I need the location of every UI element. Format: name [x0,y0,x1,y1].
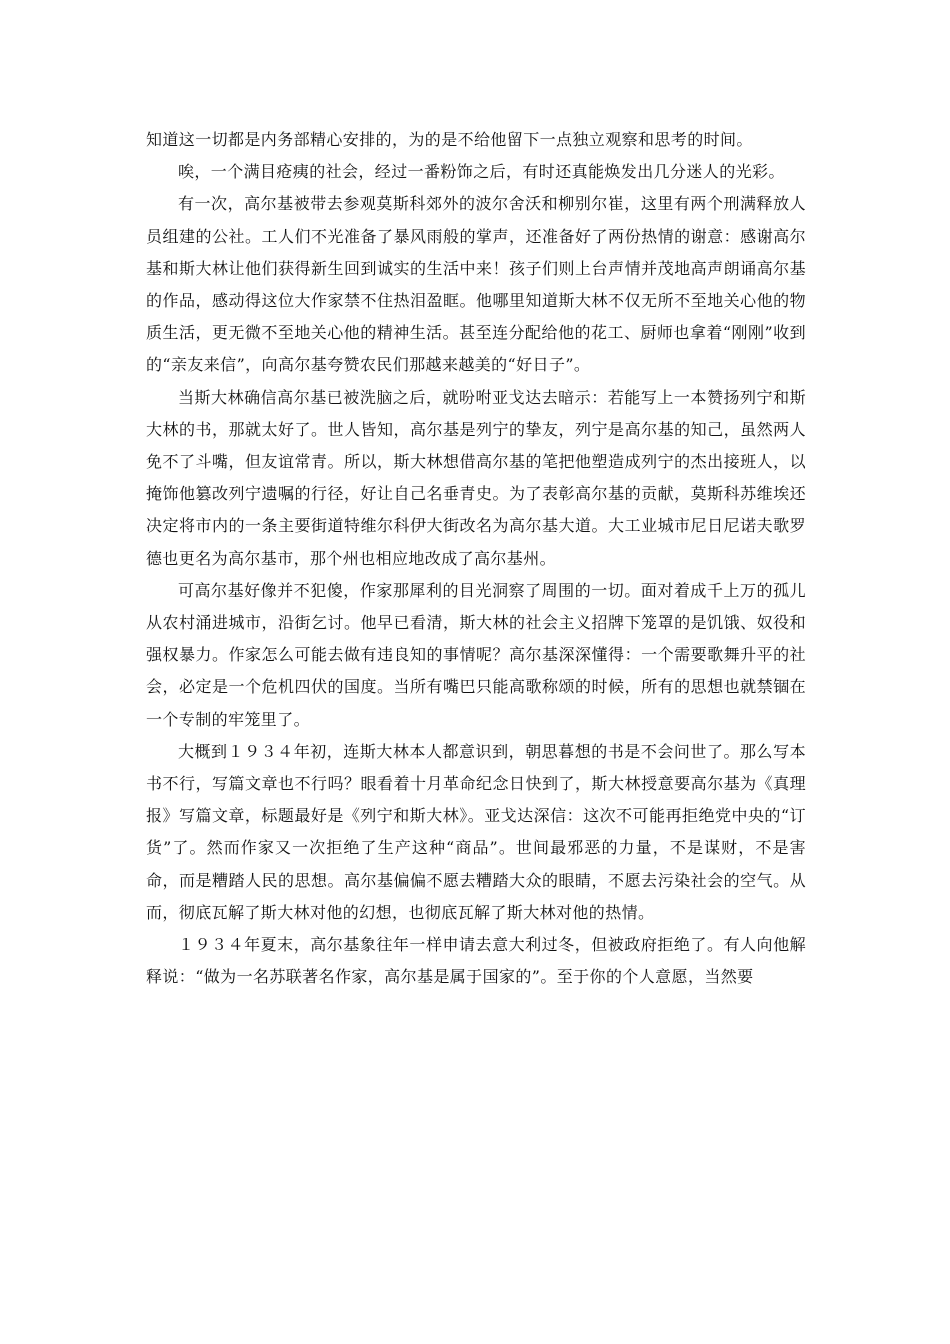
document-page [146,124,806,993]
paragraph-5: 可高尔基好像并不犯傻，作家那犀利的目光洞察了周围的一切。面对着成千上万的孤儿从农村涌进城市，沿街乞讨。他早已看清，斯大林的社会主义招牌下笼罩的是饥饿、奴役和强权暴力。作家怎么可能去做有违良知的事情呢？高尔基深深懂得：一个需要歌舞升平的社会，必定是一个危机四伏的国度。当所有嘴巴只能高歌称颂的时候，所有的思想也就禁锢在一个专制的牢笼里了。 [146,580,806,729]
paragraph-7: １９３４年夏末，高尔基象往年一样申请去意大利过冬，但被政府拒绝了。有人向他解释说：“做为一名苏联著名作家，高尔基是属于国家的”。至于你的个人意愿，当然要 [146,935,806,987]
paragraph-4: 当斯大林确信高尔基已被洗脑之后，就吩咐亚戈达去暗示：若能写上一本赞扬列宁和斯大林的书，那就太好了。世人皆知，高尔基是列宁的挚友，列宁是高尔基的知己，虽然两人免不了斗嘴，但友谊常青。所以，斯大林想借高尔基的笔把他塑造成列宁的杰出接班人，以掩饰他篡改列宁遗嘱的行径，好让自己名垂青史。为了表彰高尔基的贡献，莫斯科苏维埃还决定将市内的一条主要街道特维尔科伊大街改名为高尔基大道。大工业城市尼日尼诺夫歌罗德也更名为高尔基市，那个州也相应地改成了高尔基州。 [146,387,806,568]
paragraph-2: 唉，一个满目疮痍的社会，经过一番粉饰之后，有时还真能焕发出几分迷人的光彩。 [178,162,785,182]
paragraph-6: 大概到１９３４年初，连斯大林本人都意识到，朝思暮想的书是不会问世了。那么写本书不行，写篇文章也不行吗？眼看着十月革命纪念日快到了，斯大林授意要高尔基为《真理报》写篇文章，标题最好是《列宁和斯大林》。亚戈达深信：这次不可能再拒绝党中央的“订货”了。然而作家又一次拒绝了生产这种“商品”。世间最邪恶的力量，不是谋财，不是害命，而是糟踏人民的思想。高尔基偏偏不愿去糟踏大众的眼睛，不愿去污染社会的空气。从而，彻底瓦解了斯大林对他的幻想，也彻底瓦解了斯大林对他的热情。 [146,741,806,922]
paragraph-1: 知道这一切都是内务部精心安排的，为的是不给他留下一点独立观察和思考的时间。 [146,130,753,149]
paragraph-3: 有一次，高尔基被带去参观莫斯科郊外的波尔舍沃和柳别尔崔，这里有两个刑满释放人员组建的公社。工人们不光准备了暴风雨般的掌声，还准备好了两份热情的谢意：感谢高尔基和斯大林让他们获得新生回到诚实的生活中来！孩子们则上台声情并茂地高声朗诵高尔基的作品，感动得这位大作家禁不住热泪盈眶。他哪里知道斯大林不仅无所不至地关心他的物质生活，更无微不至地关心他的精神生活。甚至连分配给他的花工、厨师也拿着“刚刚”收到的“亲友来信”，向高尔基夸赞农民们那越来越美的“好日子”。 [146,194,806,375]
